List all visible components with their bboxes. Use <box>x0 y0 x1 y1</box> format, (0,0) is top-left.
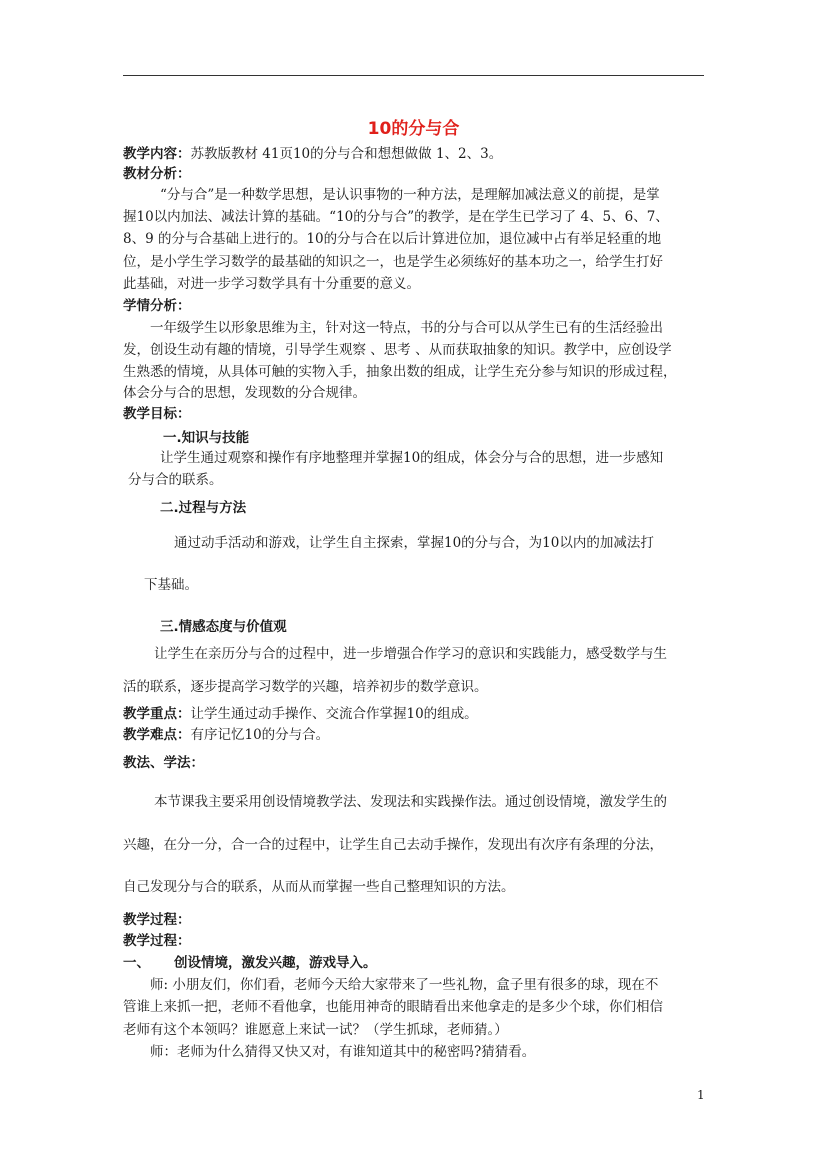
process-line: 老师有这个本领吗？谁愿意上来试一试？（学生抓球，老师猜。） <box>123 1022 508 1038</box>
difficulty-text: 有序记忆10的分与合。 <box>190 727 330 743</box>
content-text: 苏教版教材 41页10的分与合和想想做做 1、2、3。 <box>190 146 503 162</box>
process-heading-repeat: 教学过程： <box>123 933 191 949</box>
goal-process-line: 下基础。 <box>144 577 198 593</box>
key-point-text: 让学生通过动手操作、交流合作掌握10的组成。 <box>190 706 478 722</box>
header-rule <box>123 75 704 76</box>
analysis-line: 握10以内加法、减法计算的基础。“10的分与合”的教学，是在学生已学习了 4、5、6、7、 <box>123 209 669 225</box>
process-line: 管谁上来抓一把，老师不看他拿，也能用神奇的眼睛看出来他拿走的是多少个球，你们相信 <box>123 999 663 1015</box>
learner-line: 生熟悉的情境，从具体可触的实物入手，抽象出数的组成，让学生充分参与知识的形成过程， <box>123 364 677 380</box>
process-line: 师: 小朋友们，你们看，老师今天给大家带来了一些礼物，盒子里有很多的球，现在不 <box>150 977 659 993</box>
analysis-line: 此基础，对进一步学习数学具有十分重要的意义。 <box>123 276 420 292</box>
goal-knowledge-line: 让学生通过观察和操作有序地整理并掌握10的组成，体会分与合的思想，进一步感知 <box>160 450 664 466</box>
goal-process-heading: 二.过程与方法 <box>160 500 247 516</box>
difficulty-label: 教学难点： <box>123 727 191 743</box>
analysis-line: “分与合”是一种数学思想，是认识事物的一种方法，是理解加减法意义的前提，是掌 <box>160 187 660 203</box>
learner-line: 发，创设生动有趣的情境，引导学生观察 、思考 、从而获取抽象的知识。教学中，应创设学 <box>123 342 672 358</box>
process-step-number: 一、 <box>123 955 150 971</box>
goals-heading: 教学目标： <box>123 406 191 422</box>
content-row <box>123 145 502 163</box>
goal-knowledge-line: 分与合的联系。 <box>128 472 223 488</box>
methods-line: 本节课我主要采用创设情境教学法、发现法和实践操作法。通过创设情境，激发学生的 <box>154 794 667 810</box>
key-point-row <box>123 705 478 723</box>
goal-process-line: 通过动手活动和游戏，让学生自主探索，掌握10的分与合，为10以内的加减法打 <box>174 535 654 551</box>
goal-emotion-line: 活的联系，逐步提高学习数学的兴趣，培养初步的数学意识。 <box>123 679 488 695</box>
learner-heading: 学情分析： <box>123 298 191 314</box>
process-heading: 教学过程： <box>123 912 191 928</box>
learner-line: 一年级学生以形象思维为主，针对这一特点，书的分与合可以从学生已有的生活经验出 <box>150 320 663 336</box>
learner-line: 体会分与合的思想，发现数的分合规律。 <box>123 385 366 401</box>
goal-emotion-heading: 三.情感态度与价值观 <box>160 619 287 635</box>
methods-heading: 教法、学法： <box>123 755 204 771</box>
analysis-line: 位，是小学生学习数学的最基础的知识之一，也是学生必须练好的基本功之一，给学生打好 <box>123 254 663 270</box>
page-number: 1 <box>697 1088 705 1102</box>
difficulty-row <box>123 726 329 744</box>
methods-line: 兴趣，在分一分，合一合的过程中，让学生自己去动手操作，发现出有次序有条理的分法， <box>123 837 663 853</box>
key-point-label: 教学重点： <box>123 706 191 722</box>
methods-line: 自己发现分与合的联系，从而从而掌握一些自己整理知识的方法。 <box>123 879 515 895</box>
analysis-heading: 教材分析： <box>123 166 191 182</box>
goal-emotion-line: 让学生在亲历分与合的过程中，进一步增强合作学习的意识和实践能力，感受数学与生 <box>154 646 667 662</box>
analysis-line: 8、9 的分与合基础上进行的。10的分与合在以后计算进位加，退位减中占有举足轻重的地 <box>123 231 662 247</box>
process-line: 师：老师为什么猜得又快又对，有谁知道其中的秘密吗?猜猜看。 <box>150 1044 536 1060</box>
process-step-title: 创设情境，激发兴趣，游戏导入。 <box>174 955 377 971</box>
content-label: 教学内容： <box>123 146 191 162</box>
goal-knowledge-heading: 一.知识与技能 <box>163 430 250 446</box>
document-title: 10的分与合 <box>367 119 460 139</box>
